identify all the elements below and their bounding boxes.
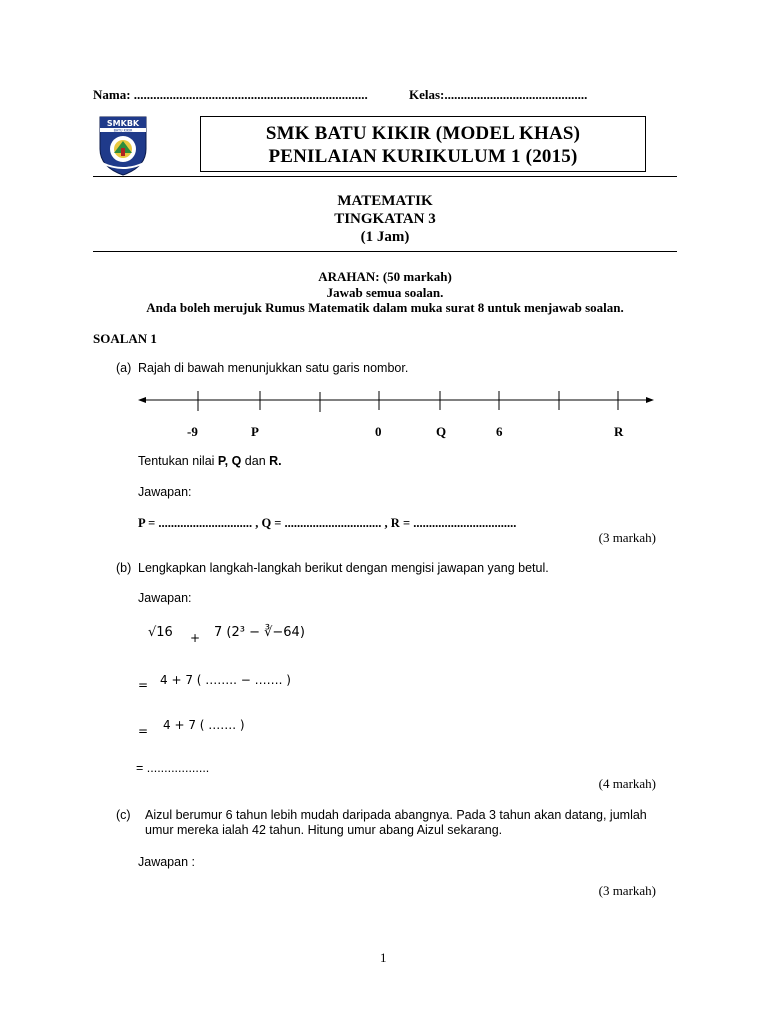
part-c-marks: (3 markah)	[598, 883, 656, 898]
page-number: 1	[380, 950, 387, 965]
task-pq: P, Q	[217, 454, 242, 468]
subject-block	[93, 192, 677, 246]
instruction-marks: ARAHAN: (50 markah)	[318, 269, 452, 284]
number-label-0: 0	[375, 424, 382, 439]
part-b-label: (b)	[116, 561, 132, 575]
divider-top	[93, 176, 677, 177]
part-b-jawapan: Jawapan:	[138, 591, 192, 605]
instruction-answer-all: Jawab semua soalan.	[326, 284, 444, 300]
form-level: TINGKATAN 3	[334, 211, 436, 227]
instruction-formula: Anda boleh merujuk Rumus Matematik dalam muka surat 8 untuk menjawab soalan.	[146, 300, 624, 315]
divider-bottom	[93, 251, 677, 252]
part-a-label: (a)	[116, 361, 132, 375]
part-b-text: Lengkapkan langkah-langkah berikut dengan mengisi jawapan yang betul.	[138, 561, 549, 575]
part-c-line2: umur mereka ialah 42 tahun. Hitung umur abang Aizul sekarang.	[145, 823, 503, 837]
subject-name: MATEMATIK	[337, 193, 433, 209]
duration: (1 Jam)	[360, 229, 410, 245]
instructions-block	[93, 269, 677, 316]
equals-one: =	[138, 678, 149, 692]
school-title: SMK BATU KIKIR (MODEL KHAS)	[265, 123, 581, 144]
part-a-task	[138, 454, 282, 468]
class-field: Kelas:............................................	[409, 87, 588, 102]
part-a-marks: (3 markah)	[598, 530, 656, 545]
sqrt-expression: √16	[148, 625, 173, 640]
exam-title: PENILAIAN KURIKULUM 1 (2015)	[268, 146, 578, 167]
logo-text: SMKBK	[106, 119, 140, 128]
title-box	[200, 116, 646, 172]
part-a-answer-line: P = .............................. , Q = ............................... , R = .................................	[138, 516, 517, 530]
expression-one: 7 (2³ − ∛−64)	[214, 625, 305, 640]
part-b-marks: (4 markah)	[598, 776, 656, 791]
number-label-r: R	[614, 424, 624, 439]
logo-motto: BATU KIKIR	[113, 128, 133, 133]
step-two: 4 + 7 ( ……. )	[163, 718, 245, 732]
number-label-p: P	[251, 424, 259, 439]
plus-sign: +	[190, 631, 201, 645]
step-one: 4 + 7 ( …….. − ……. )	[160, 673, 291, 687]
part-a-text: Rajah di bawah menunjukkan satu garis nombor.	[138, 361, 409, 375]
part-c-jawapan: Jawapan :	[138, 855, 195, 869]
school-logo	[94, 115, 152, 177]
number-line	[136, 388, 656, 414]
equals-two: =	[138, 724, 149, 738]
number-label-minus9: -9	[187, 424, 198, 439]
step-three: = ..................	[136, 761, 210, 775]
part-a-jawapan: Jawapan:	[138, 485, 192, 499]
question-heading: SOALAN 1	[93, 331, 157, 346]
number-label-6: 6	[496, 424, 503, 439]
task-mid: dan	[241, 454, 270, 468]
part-c-label: (c)	[116, 808, 131, 822]
number-label-q: Q	[436, 424, 447, 439]
task-prefix: Tentukan nilai	[138, 454, 218, 468]
part-c-line1: Aizul berumur 6 tahun lebih mudah daripada abangnya. Pada 3 tahun akan datang, jumlah	[145, 808, 647, 822]
task-r: R.	[269, 454, 282, 468]
name-field: Nama: ........................................................................	[93, 87, 368, 102]
